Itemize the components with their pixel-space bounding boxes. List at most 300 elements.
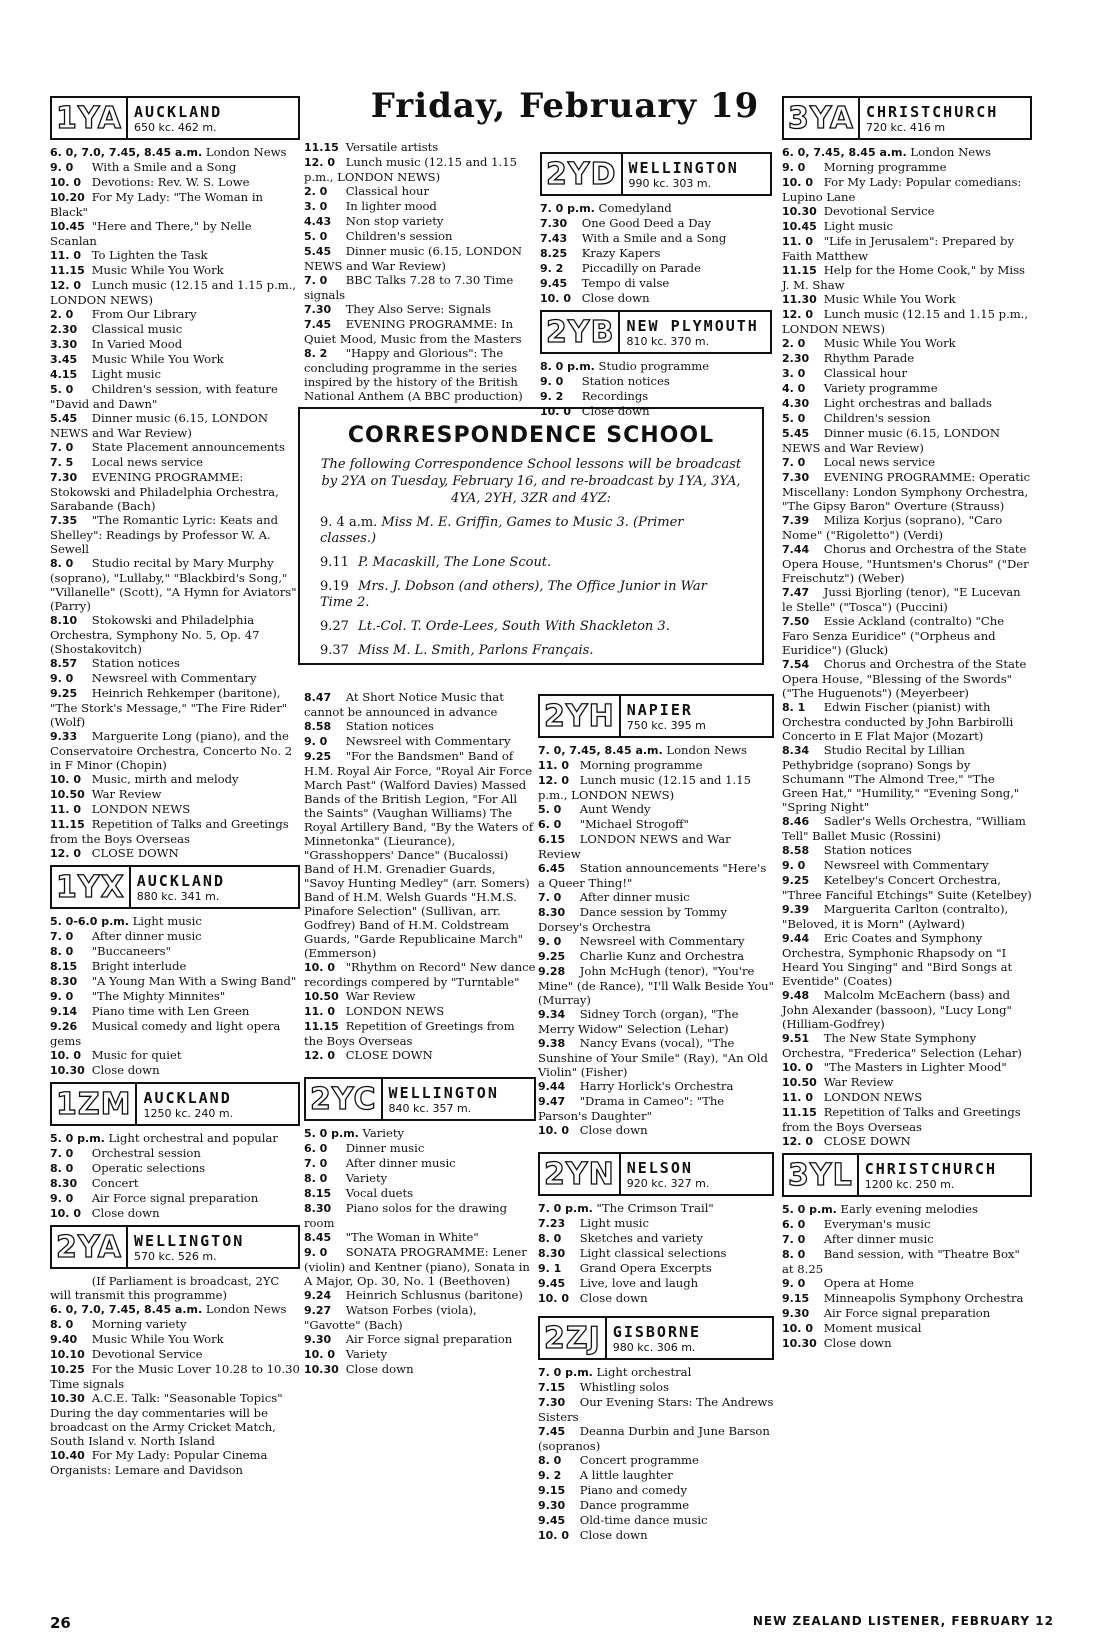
programme-time: 8. 0 — [538, 1232, 562, 1245]
programme-entry — [50, 772, 300, 787]
programme-2yc — [304, 1126, 536, 1377]
programme-description: Music While You Work — [91, 352, 224, 366]
programme-description: State Placement announcements — [91, 440, 285, 454]
programme-description: In Varied Mood — [91, 337, 183, 351]
programme-time: 9.25 — [50, 687, 78, 700]
programme-entry — [782, 858, 1032, 873]
programme-time: 9.25 — [304, 750, 332, 763]
programme-entry — [540, 389, 772, 404]
programme-description: SONATA PROGRAMME: Lener (violin) and Kentner (piano), Sonata in A Major, Op. 30, No. 1 (Beethoven) — [304, 1245, 530, 1288]
programme-description: War Review — [345, 989, 416, 1003]
programme-time: 8. 0 p.m. — [540, 360, 595, 373]
programme-entry — [304, 1347, 536, 1362]
programme-entry — [782, 1105, 1032, 1134]
programme-2yd — [540, 201, 772, 306]
programme-entry — [50, 1063, 300, 1078]
programme-entry — [538, 1231, 774, 1246]
programme-entry — [782, 145, 1032, 160]
programme-description: One Good Deed a Day — [581, 216, 712, 230]
programme-time: 9. 0 — [50, 672, 74, 685]
programme-description: (If Parliament is broadcast, 2YC will transmit this programme) — [50, 1274, 280, 1302]
programme-time: 7.30 — [540, 217, 568, 230]
programme-description: LONDON NEWS — [91, 802, 191, 816]
station-city: AUCKLAND — [143, 1088, 232, 1107]
programme-description: Musical comedy and light opera gems — [50, 1019, 281, 1048]
programme-entry — [782, 366, 1032, 381]
station-callsign: 2YB — [542, 312, 620, 352]
publication-footer: NEW ZEALAND LISTENER, FEBRUARY 12 — [752, 1614, 1054, 1628]
correspondence-time: 9.37 — [320, 643, 349, 658]
programme-description: For My Lady: Popular Cinema Organists: Lemare and Davidson — [50, 1448, 268, 1477]
programme-entry — [304, 1126, 536, 1141]
programme-time: 8.25 — [540, 247, 568, 260]
programme-entry — [304, 1362, 536, 1377]
programme-description: Repetition of Greetings from the Boys Overseas — [304, 1019, 515, 1048]
programme-entry — [540, 246, 772, 261]
programme-entry — [782, 351, 1032, 366]
programme-time: 9. 1 — [538, 1262, 562, 1275]
programme-entry — [782, 219, 1032, 234]
programme-entry — [304, 1288, 536, 1303]
programme-description: Old-time dance music — [579, 1513, 708, 1527]
programme-description: Lunch music (12.15 and 1.15 p.m., LONDON NEWS) — [50, 278, 297, 307]
programme-time: 10.50 — [782, 1076, 817, 1089]
programme-time: 10.30 — [782, 205, 817, 218]
programme-entry — [304, 1186, 536, 1201]
programme-entry — [782, 1291, 1032, 1306]
correspondence-time: 9.11 — [320, 555, 349, 570]
correspondence-heading: CORRESPONDENCE SCHOOL — [347, 423, 715, 448]
programme-entry — [50, 1146, 300, 1161]
programme-entry — [782, 513, 1032, 542]
programme-time: 9.40 — [50, 1333, 78, 1346]
programme-entry — [782, 614, 1032, 657]
programme-description: After dinner music — [345, 1156, 456, 1170]
programme-description: Classical hour — [345, 184, 430, 198]
programme-description: Vocal duets — [345, 1186, 414, 1200]
programme-time: 9. 0 — [782, 161, 806, 174]
correspondence-school-box — [298, 407, 764, 665]
programme-time: 4.43 — [304, 215, 332, 228]
programme-entry — [538, 1261, 774, 1276]
programme-2yh — [538, 743, 774, 1138]
programme-description: Variety programme — [823, 381, 938, 395]
programme-description: EVENING PROGRAMME: Operatic Miscellany: London Symphony Orchestra, "The Gipsy Baron" Overture (Strauss) — [782, 470, 1031, 513]
programme-entry — [782, 873, 1032, 902]
programme-time: 9.24 — [304, 1289, 332, 1302]
programme-description: Concert programme — [579, 1453, 699, 1467]
programme-2ya — [50, 1274, 300, 1477]
programme-description: From Our Library — [91, 307, 197, 321]
programme-entry — [304, 317, 536, 346]
programme-description: Opera at Home — [823, 1276, 914, 1290]
programme-time: 8. 0 — [782, 1248, 806, 1261]
programme-description: Station notices — [91, 656, 180, 670]
programme-time: 7.30 — [538, 1396, 566, 1409]
column-2-upper — [304, 140, 536, 403]
programme-time: 9.30 — [304, 1333, 332, 1346]
programme-2ya-evening — [304, 690, 536, 1063]
programme-description: Music While You Work — [823, 336, 956, 350]
programme-time: 7.45 — [304, 318, 332, 331]
programme-entry — [538, 817, 774, 832]
programme-entry — [538, 773, 774, 802]
programme-entry — [50, 1274, 300, 1302]
programme-time: 7.39 — [782, 514, 810, 527]
programme-time: 7.15 — [538, 1381, 566, 1394]
programme-entry — [304, 734, 536, 749]
programme-description: Aunt Wendy — [579, 802, 651, 816]
station-header-1zm — [50, 1082, 300, 1126]
programme-description: After dinner music — [579, 890, 690, 904]
programme-description: With a Smile and a Song — [91, 160, 237, 174]
station-frequency: 720 kc. 416 m — [865, 120, 946, 134]
programme-entry — [304, 214, 536, 229]
programme-time: 5. 0 — [538, 803, 562, 816]
programme-time: 5. 0 p.m. — [50, 1132, 105, 1145]
programme-entry — [538, 1365, 774, 1380]
programme-entry — [50, 307, 300, 322]
programme-entry — [304, 1141, 536, 1156]
programme-time: 11. 0 — [538, 759, 569, 772]
correspondence-time: 9.27 — [320, 619, 349, 634]
programme-time: 8. 0 — [50, 1318, 74, 1331]
programme-time: 7.50 — [782, 615, 810, 628]
programme-entry — [538, 1007, 774, 1036]
programme-description: Lunch music (12.15 and 1.15 p.m., LONDON NEWS) — [782, 307, 1029, 336]
programme-time: 7. 0 — [50, 930, 74, 943]
programme-time: 8.45 — [304, 1231, 332, 1244]
programme-time: 2. 0 — [782, 337, 806, 350]
programme-entry — [50, 263, 300, 278]
programme-entry — [538, 1094, 774, 1123]
programme-description: Close down — [579, 1528, 648, 1542]
programme-description: Children's session — [823, 411, 931, 425]
programme-entry — [538, 1528, 774, 1543]
programme-entry — [50, 248, 300, 263]
programme-time: 7. 0 — [50, 441, 74, 454]
programme-description: For My Lady: Popular comedians: Lupino Lane — [782, 175, 1022, 204]
programme-time: 7.45 — [538, 1425, 566, 1438]
station-callsign: 2YA — [52, 1227, 128, 1267]
programme-description: Devotional Service — [91, 1347, 203, 1361]
station-city: NELSON — [626, 1158, 693, 1177]
programme-description: "A Young Man With a Swing Band" — [91, 974, 297, 988]
programme-time: 6.15 — [538, 833, 566, 846]
station-callsign: 2YN — [540, 1154, 621, 1194]
programme-time: 10. 0 — [50, 1207, 81, 1220]
programme-description: Close down — [345, 1362, 414, 1376]
programme-entry — [50, 1131, 300, 1146]
programme-entry — [50, 1332, 300, 1347]
programme-description: Harry Horlick's Orchestra — [579, 1079, 734, 1093]
programme-description: "Life in Jerusalem": Prepared by Faith Matthew — [782, 234, 1015, 263]
programme-description: Sadler's Wells Orchestra, "William Tell" Ballet Music (Rossini) — [782, 814, 1026, 843]
programme-entry — [538, 743, 774, 758]
programme-description: Jussi Bjorling (tenor), "E Lucevan le Stelle" ("Tosca") (Puccini) — [782, 585, 1021, 614]
programme-time: 10.30 — [50, 1392, 85, 1405]
programme-description: Piano and comedy — [579, 1483, 688, 1497]
programme-entry — [304, 1048, 536, 1063]
station-header-3ya — [782, 96, 1032, 140]
programme-time: 9.30 — [782, 1307, 810, 1320]
programme-entry — [782, 657, 1032, 700]
programme-entry — [538, 1216, 774, 1231]
station-city: WELLINGTON — [628, 158, 739, 177]
programme-description: Light music — [579, 1216, 649, 1230]
programme-description: "Buccaneers" — [91, 944, 171, 958]
programme-time: 9.14 — [50, 1005, 78, 1018]
programme-time: 11. 0 — [50, 249, 81, 262]
programme-time: 8. 0 — [50, 557, 74, 570]
programme-description: Moment musical — [823, 1321, 922, 1335]
programme-time: 8.30 — [538, 906, 566, 919]
programme-entry — [304, 690, 536, 719]
programme-entry — [50, 190, 300, 219]
programme-entry — [782, 411, 1032, 426]
programme-entry — [50, 944, 300, 959]
programme-entry — [50, 914, 300, 929]
programme-entry — [304, 1004, 536, 1019]
programme-time: 11. 0 — [304, 1005, 335, 1018]
programme-description: Chorus and Orchestra of the State Opera House, "Huntsmen's Chorus" ("Der Freischutz") (Weber) — [782, 542, 1029, 585]
programme-description: Variety — [345, 1171, 388, 1185]
programme-entry — [540, 261, 772, 276]
station-frequency: 1200 kc. 250 m. — [864, 1177, 955, 1191]
programme-description: War Review — [91, 787, 162, 801]
programme-description: The New State Symphony Orchestra, "Frederica" Selection (Lehar) — [782, 1031, 1022, 1060]
programme-time: 10.30 — [304, 1363, 339, 1376]
programme-entry — [782, 902, 1032, 931]
programme-entry — [782, 1232, 1032, 1247]
programme-time: 9.44 — [782, 932, 810, 945]
programme-time: 5. 0 — [782, 412, 806, 425]
programme-entry — [538, 1380, 774, 1395]
programme-time: 8. 0 — [304, 1172, 328, 1185]
programme-time: 10.30 — [782, 1337, 817, 1350]
programme-description: "The Woman in White" — [345, 1230, 479, 1244]
programme-entry — [304, 1332, 536, 1347]
programme-description: In lighter mood — [345, 199, 437, 213]
programme-time: 9.48 — [782, 989, 810, 1002]
programme-entry — [538, 832, 774, 861]
programme-description: Heinrich Rehkemper (baritone), "The Stork's Message," "The Fire Rider" (Wolf) — [50, 686, 288, 729]
programme-time: 7. 0 — [304, 274, 328, 287]
programme-entry — [50, 1317, 300, 1332]
programme-description: Newsreel with Commentary — [579, 934, 745, 948]
programme-description: Band session, with "Theatre Box" at 8.25 — [782, 1247, 1020, 1276]
programme-entry — [538, 890, 774, 905]
programme-description: Marguerita Carlton (contralto), "Beloved, it is Morn" (Aylward) — [782, 902, 1009, 931]
programme-time: 7. 0, 7.45, 8.45 a.m. — [538, 744, 663, 757]
programme-description: Eric Coates and Symphony Orchestra, Symphonic Rhapsody on "I Heard You Singing" and "Bird Songs at Eventide" (Coates) — [782, 931, 1013, 988]
programme-time: 11. 0 — [782, 1091, 813, 1104]
station-city: AUCKLAND — [133, 102, 223, 121]
programme-3yl — [782, 1202, 1032, 1351]
programme-description: Concert — [91, 1176, 139, 1190]
programme-entry — [782, 204, 1032, 219]
programme-description: For the Music Lover 10.28 to 10.30 Time signals — [50, 1362, 300, 1391]
programme-description: Light orchestral — [596, 1365, 692, 1379]
programme-entry — [540, 201, 772, 216]
programme-entry — [50, 974, 300, 989]
programme-entry — [50, 1391, 300, 1448]
programme-entry — [782, 1321, 1032, 1336]
programme-time: 9. 2 — [540, 262, 564, 275]
programme-entry — [782, 426, 1032, 455]
programme-entry — [50, 219, 300, 248]
programme-1zm — [50, 1131, 300, 1221]
programme-time: 9.27 — [304, 1304, 332, 1317]
programme-time: 12. 0 — [304, 156, 335, 169]
programme-description: They Also Serve: Signals — [345, 302, 492, 316]
programme-time: 9. 0 — [782, 859, 806, 872]
programme-description: Local news service — [823, 455, 936, 469]
programme-description: EVENING PROGRAMME: Stokowski and Philadelphia Orchestra, Sarabande (Bach) — [50, 470, 279, 513]
programme-time: 7. 0 — [304, 1157, 328, 1170]
programme-entry — [50, 613, 300, 656]
programme-time: 8.47 — [304, 691, 332, 704]
programme-entry — [782, 1060, 1032, 1075]
programme-time: 9.45 — [538, 1514, 566, 1527]
programme-description: Music for quiet — [91, 1048, 182, 1062]
programme-entry — [538, 1395, 774, 1424]
correspondence-list — [320, 515, 742, 659]
programme-entry — [538, 1483, 774, 1498]
programme-time: 10.30 — [50, 1064, 85, 1077]
programme-entry — [50, 656, 300, 671]
station-callsign: 2YC — [306, 1079, 383, 1119]
programme-time: 6. 0, 7.0, 7.45, 8.45 a.m. — [50, 1303, 203, 1316]
station-callsign: 1ZM — [52, 1084, 137, 1124]
programme-entry — [782, 307, 1032, 336]
station-frequency: 750 kc. 395 m — [626, 718, 706, 732]
programme-description: After dinner music — [823, 1232, 934, 1246]
programme-description: Lunch music (12.15 and 1.15 p.m., LONDON NEWS) — [304, 155, 517, 184]
station-header-2yn — [538, 1152, 774, 1196]
programme-time: 9.15 — [782, 1292, 810, 1305]
station-city: CHRISTCHURCH — [864, 1159, 998, 1178]
programme-description: EVENING PROGRAMME: In Quiet Mood, Music from the Masters — [304, 317, 522, 346]
programme-entry — [782, 175, 1032, 204]
programme-time: 7. 0 p.m. — [538, 1202, 593, 1215]
programme-description: A little laughter — [579, 1468, 673, 1482]
programme-description: After dinner music — [91, 929, 202, 943]
column-3-upper — [540, 148, 772, 419]
programme-description: Tempo di valse — [581, 276, 670, 290]
programme-entry — [782, 1276, 1032, 1291]
programme-entry — [50, 959, 300, 974]
programme-time: 9. 2 — [540, 390, 564, 403]
programme-description: London News — [910, 145, 991, 159]
programme-entry — [50, 367, 300, 382]
programme-entry — [538, 1246, 774, 1261]
programme-description: Devotional Service — [823, 204, 935, 218]
programme-description: Air Force signal preparation — [91, 1191, 259, 1205]
programme-time: 8. 0 — [50, 945, 74, 958]
programme-entry — [50, 440, 300, 455]
correspondence-time: 9. 4 a.m. — [320, 515, 378, 530]
programme-time: 12. 0 — [304, 1049, 335, 1062]
station-header-1yx — [50, 865, 300, 909]
programme-time: 7.43 — [540, 232, 568, 245]
correspondence-item — [320, 515, 742, 547]
programme-time: 8.30 — [50, 975, 78, 988]
programme-description: Deanna Durbin and June Barson (sopranos) — [538, 1424, 770, 1453]
programme-time: 8.46 — [782, 815, 810, 828]
programme-description: Charlie Kunz and Orchestra — [579, 949, 744, 963]
programme-description: Piano time with Len Green — [91, 1004, 250, 1018]
programme-time: 2. 0 — [304, 185, 328, 198]
programme-description: Newsreel with Commentary — [345, 734, 511, 748]
station-callsign: 2YD — [542, 154, 623, 194]
programme-entry — [304, 1245, 536, 1288]
programme-description: Watson Forbes (viola), "Gavotte" (Bach) — [304, 1303, 477, 1332]
programme-entry — [304, 719, 536, 734]
programme-entry — [538, 1453, 774, 1468]
programme-entry — [538, 1468, 774, 1483]
programme-description: Music, mirth and melody — [91, 772, 239, 786]
programme-description: Variety — [362, 1126, 405, 1140]
programme-description: LONDON NEWS — [345, 1004, 445, 1018]
programme-entry — [538, 1123, 774, 1138]
programme-description: Morning variety — [91, 1317, 187, 1331]
programme-description: Newsreel with Commentary — [823, 858, 989, 872]
programme-entry — [50, 1206, 300, 1221]
programme-description: Help for the Home Cook," by Miss J. M. Shaw — [782, 263, 1025, 292]
programme-description: Studio Recital by Lillian Pethybridge (soprano) Songs by Schumann "The Almond Tree," "The Green Hat," "Humility," "Evening Song," "Spring Night" — [782, 743, 1020, 814]
programme-time: 8.15 — [304, 1187, 332, 1200]
station-frequency: 920 kc. 327 m. — [626, 1176, 710, 1190]
programme-time: 7. 0 p.m. — [540, 202, 595, 215]
programme-description: Variety — [345, 1347, 388, 1361]
station-frequency: 990 kc. 303 m. — [628, 176, 712, 190]
programme-time: 9. 0 — [304, 735, 328, 748]
programme-entry — [782, 1031, 1032, 1060]
programme-2zj — [538, 1365, 774, 1543]
programme-description: "Happy and Glorious": The concluding programme in the series inspired by the history of the British National Anthem (A BBC production) — [304, 346, 523, 403]
programme-description: Newsreel with Commentary — [91, 671, 257, 685]
programme-time: 7.30 — [50, 471, 78, 484]
programme-entry — [782, 1090, 1032, 1105]
programme-description: Light orchestral and popular — [108, 1131, 278, 1145]
programme-time: 9. 0 — [304, 1246, 328, 1259]
programme-time: 7.44 — [782, 543, 810, 556]
programme-time: 9.39 — [782, 903, 810, 916]
programme-entry — [304, 346, 536, 403]
programme-time: 5. 0 p.m. — [782, 1203, 837, 1216]
programme-time: 4.30 — [782, 397, 810, 410]
programme-description: Close down — [91, 1063, 160, 1077]
programme-time: 10.50 — [50, 788, 85, 801]
programme-entry — [538, 758, 774, 773]
programme-entry — [304, 302, 536, 317]
programme-entry — [50, 1362, 300, 1391]
programme-description: CLOSE DOWN — [345, 1048, 433, 1062]
programme-description: CLOSE DOWN — [823, 1134, 911, 1148]
programme-description: "Drama in Cameo": "The Parson's Daughter" — [538, 1094, 725, 1123]
programme-entry — [304, 273, 536, 302]
programme-time: 11.15 — [782, 1106, 817, 1119]
programme-description: Lunch music (12.15 and 1.15 p.m., LONDON NEWS) — [538, 773, 751, 802]
programme-time: 8. 0 — [538, 1454, 562, 1467]
programme-entry — [50, 686, 300, 729]
programme-time: 7. 0 — [782, 1233, 806, 1246]
programme-time: 10. 0 — [782, 1322, 813, 1335]
programme-entry — [782, 542, 1032, 585]
programme-time: 2. 0 — [50, 308, 74, 321]
programme-entry — [304, 184, 536, 199]
